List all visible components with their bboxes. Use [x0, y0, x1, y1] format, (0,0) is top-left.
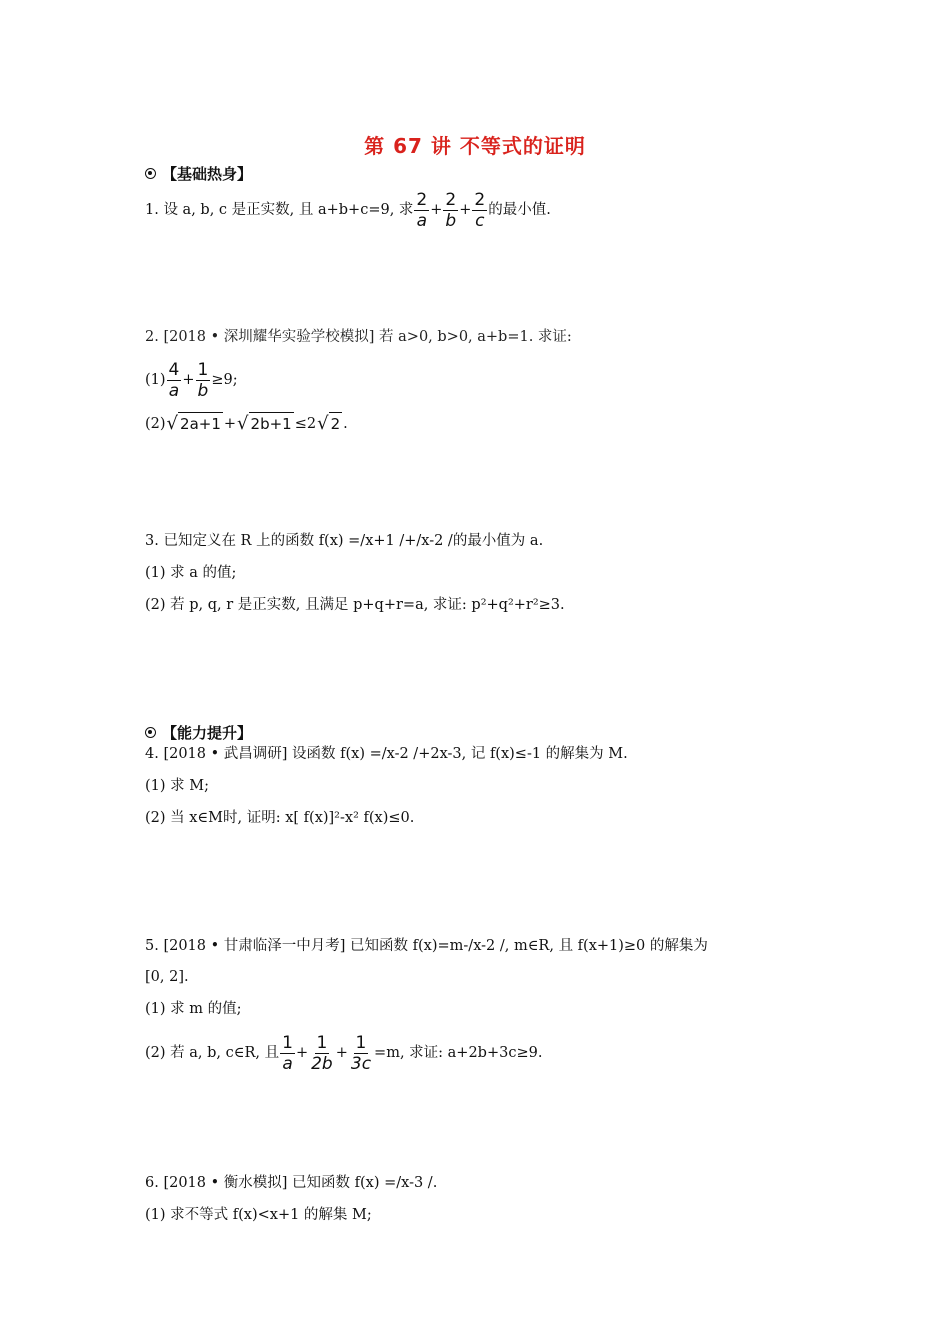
page-title: 第 67 讲 不等式的证明 [364, 134, 586, 158]
question-2-part-1: (1) $\frac{4}{a}$ + $\frac{1}{b}$ ≥9; [145, 359, 238, 401]
plus: + [459, 202, 472, 218]
square-root: √ 2 [317, 412, 341, 434]
question-3-line-2: (1) 求 a 的值; [145, 565, 237, 581]
q1-text-end: 的最小值. [488, 202, 551, 218]
question-2-part-2: (2) √ 2a+1 + √ 2b+1 ≤2 √ 2 . [145, 412, 348, 434]
bullet-icon [145, 168, 156, 179]
fraction: $\frac{1}{b}$ [197, 359, 209, 401]
question-4-line-2: (1) 求 M; [145, 778, 209, 794]
square-root: √ 2b+1 [237, 412, 292, 434]
fraction: $\frac{2}{c}$ [474, 189, 486, 231]
section-ability-improve [145, 722, 252, 743]
square-root: √ 2a+1 [166, 412, 221, 434]
fraction: $\frac{1}{a}$ [282, 1032, 293, 1074]
fraction: $\frac{2}{a}$ [416, 189, 428, 231]
section-basic-warmup [145, 163, 252, 184]
section-label: 【基础热身】 [162, 165, 253, 183]
fraction: $\frac{1}{3c}$ [350, 1032, 372, 1074]
fraction: $\frac{4}{a}$ [168, 359, 180, 401]
question-6-line-1: 6. [2018 • 衡水模拟] 已知函数 f(x) =/x-3 /. [145, 1175, 438, 1191]
question-3-line-3: (2) 若 p, q, r 是正实数, 且满足 p+q+r=a, 求证: p²+q²+r²≥3. [145, 597, 565, 613]
question-6-line-2: (1) 求不等式 f(x)<x+1 的解集 M; [145, 1207, 372, 1223]
question-5-line-1b: [0, 2]. [145, 969, 189, 985]
question-4-line-3: (2) 当 x∈M时, 证明: x[ f(x)]²-x² f(x)≤0. [145, 810, 415, 826]
question-1 [145, 187, 551, 233]
question-5-line-2: (1) 求 m 的值; [145, 1001, 242, 1017]
question-5-line-1: 5. [2018 • 甘肃临泽一中月考] 已知函数 f(x)=m-/x-2 /, m∈R, 且 f(x+1)≥0 的解集为 [145, 938, 708, 954]
question-2-head: 2. [2018 • 深圳耀华实验学校模拟] 若 a>0, b>0, a+b=1. 求证: [145, 329, 572, 345]
fraction: $\frac{1}{2b}$ [311, 1032, 333, 1074]
question-4-line-1: 4. [2018 • 武昌调研] 设函数 f(x) =/x-2 /+2x-3, 记 f(x)≤-1 的解集为 M. [145, 746, 628, 762]
question-3-line-1: 3. 已知定义在 R 上的函数 f(x) =/x+1 /+/x-2 /的最小值为 a. [145, 533, 544, 549]
question-5-line-3: (2) 若 a, b, c∈R, 且 $\frac{1}{a}$ + $\frac{1}{2b}$ + $\frac{1}{3c}$ =m, 求证: a+2b+3c≥9. [145, 1032, 543, 1074]
fraction: $\frac{2}{b}$ [445, 189, 457, 231]
section-label: 【能力提升】 [162, 724, 253, 742]
plus: + [430, 202, 443, 218]
q1-text: 1. 设 a, b, c 是正实数, 且 a+b+c=9, 求 [145, 202, 414, 218]
bullet-icon [145, 727, 156, 738]
